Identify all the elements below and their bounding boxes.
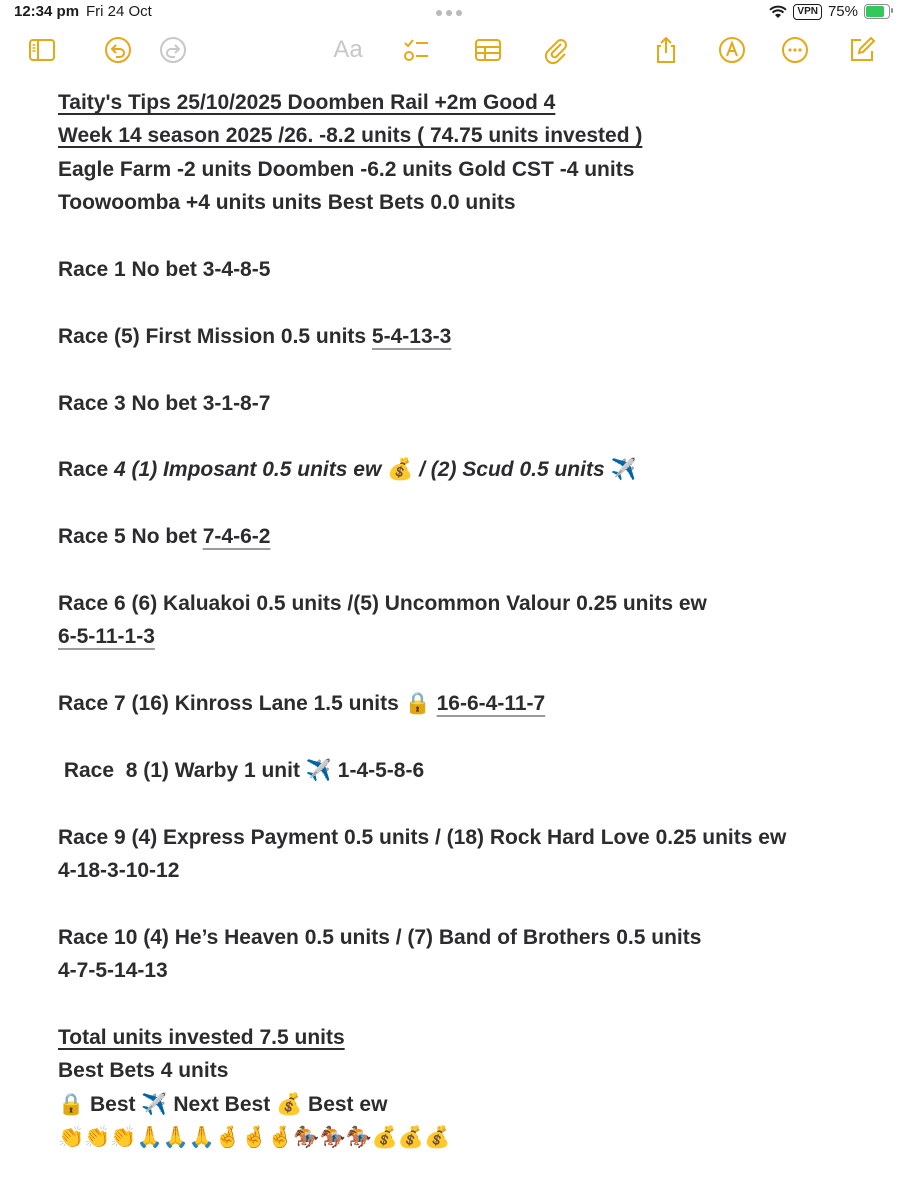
race-9: Race 9 (4) Express Payment 0.5 units / (18) Rock Hard Love 0.25 units ew bbox=[58, 825, 787, 849]
vpn-badge: VPN bbox=[793, 4, 822, 20]
status-time: 12:34 pm bbox=[14, 3, 80, 20]
multitasking-dots-icon[interactable] bbox=[436, 10, 462, 16]
race-2-text: Race (5) First Mission 0.5 units bbox=[58, 324, 372, 348]
race-4-text: 4 (1) Imposant 0.5 units ew bbox=[114, 458, 388, 482]
race-7-text: Race 7 (16) Kinross Lane 1.5 units bbox=[58, 692, 405, 716]
race-2 bbox=[58, 320, 878, 353]
race-8 bbox=[58, 754, 878, 787]
status-bar bbox=[0, 0, 900, 24]
checklist-icon[interactable] bbox=[398, 32, 434, 68]
legend-best-ew: Best ew bbox=[302, 1092, 388, 1116]
table-icon[interactable] bbox=[470, 32, 506, 68]
race-6-numbers-line bbox=[58, 620, 878, 653]
status-date: Fri 24 Oct bbox=[86, 3, 152, 20]
share-icon[interactable] bbox=[648, 32, 684, 68]
race-5-numbers: 7-4-6-2 bbox=[202, 525, 271, 549]
battery-percent: 75% bbox=[827, 3, 858, 20]
airplane-icon: ✈️ bbox=[610, 458, 637, 482]
undo-icon[interactable] bbox=[100, 32, 136, 68]
money-bag-icon: 💰 bbox=[387, 458, 414, 482]
legend-best: Best bbox=[84, 1092, 142, 1116]
race-8-text: Race 8 (1) Warby 1 unit bbox=[58, 758, 306, 782]
race-2-numbers: 5-4-13-3 bbox=[371, 324, 452, 348]
note-venues-line-2: Toowoomba +4 units units Best Bets 0.0 units bbox=[58, 191, 516, 215]
text-format-icon[interactable]: Aa bbox=[333, 36, 363, 63]
redo-icon[interactable] bbox=[155, 32, 191, 68]
race-8-numbers: 1-4-5-8-6 bbox=[331, 758, 425, 782]
wifi-icon bbox=[769, 5, 787, 19]
race-5 bbox=[58, 520, 878, 553]
more-icon[interactable] bbox=[777, 32, 813, 68]
race-10: Race 10 (4) He’s Heaven 0.5 units / (7) Band of Brothers 0.5 units bbox=[58, 925, 702, 949]
note-venues-line: Eagle Farm -2 units Doomben -6.2 units Gold CST -4 units bbox=[58, 157, 635, 181]
notes-toolbar bbox=[0, 32, 900, 72]
money-bag-icon: 💰 bbox=[276, 1092, 303, 1116]
race-7 bbox=[58, 687, 878, 720]
legend-line bbox=[58, 1088, 878, 1121]
note-title-line: Taity's Tips 25/10/2025 Doomben Rail +2m Good 4 bbox=[58, 91, 556, 114]
airplane-icon: ✈️ bbox=[305, 758, 332, 782]
race-10-numbers: 4-7-5-14-13 bbox=[58, 959, 168, 983]
best-bets-line: Best Bets 4 units bbox=[58, 1059, 229, 1083]
race-4 bbox=[58, 453, 878, 486]
race-1: Race 1 No bet 3-4-8-5 bbox=[58, 257, 271, 281]
compose-icon[interactable] bbox=[844, 32, 880, 68]
emoji-row: 👏👏👏🙏🙏🙏🤞🤞🤞🏇🏇🏇💰💰💰 bbox=[58, 1126, 451, 1150]
legend-next-best: Next Best bbox=[167, 1092, 277, 1116]
race-4-text-2: / (2) Scud 0.5 units bbox=[413, 458, 611, 482]
total-units-line bbox=[58, 1021, 878, 1054]
race-5-text: Race 5 No bet bbox=[58, 525, 203, 549]
attachment-icon[interactable] bbox=[538, 32, 574, 68]
race-9-numbers: 4-18-3-10-12 bbox=[58, 858, 180, 882]
note-season-line: Week 14 season 2025 /26. -8.2 units ( 74.75 units invested ) bbox=[58, 124, 643, 148]
race-3: Race 3 No bet 3-1-8-7 bbox=[58, 391, 271, 415]
markup-icon[interactable] bbox=[714, 32, 750, 68]
airplane-icon: ✈️ bbox=[141, 1092, 168, 1116]
total-units: Total units invested 7.5 units bbox=[58, 1025, 345, 1049]
race-6: Race 6 (6) Kaluakoi 0.5 units /(5) Uncommon Valour 0.25 units ew bbox=[58, 591, 707, 615]
lock-icon: 🔒 bbox=[58, 1092, 85, 1116]
battery-icon bbox=[864, 4, 890, 19]
note-body[interactable] bbox=[58, 86, 878, 1155]
race-4-label: Race bbox=[58, 458, 115, 482]
race-6-numbers: 6-5-11-1-3 bbox=[58, 625, 155, 649]
sidebar-icon[interactable] bbox=[24, 32, 60, 68]
race-7-numbers: 16-6-4-11-7 bbox=[436, 692, 546, 716]
lock-icon: 🔒 bbox=[404, 692, 431, 716]
